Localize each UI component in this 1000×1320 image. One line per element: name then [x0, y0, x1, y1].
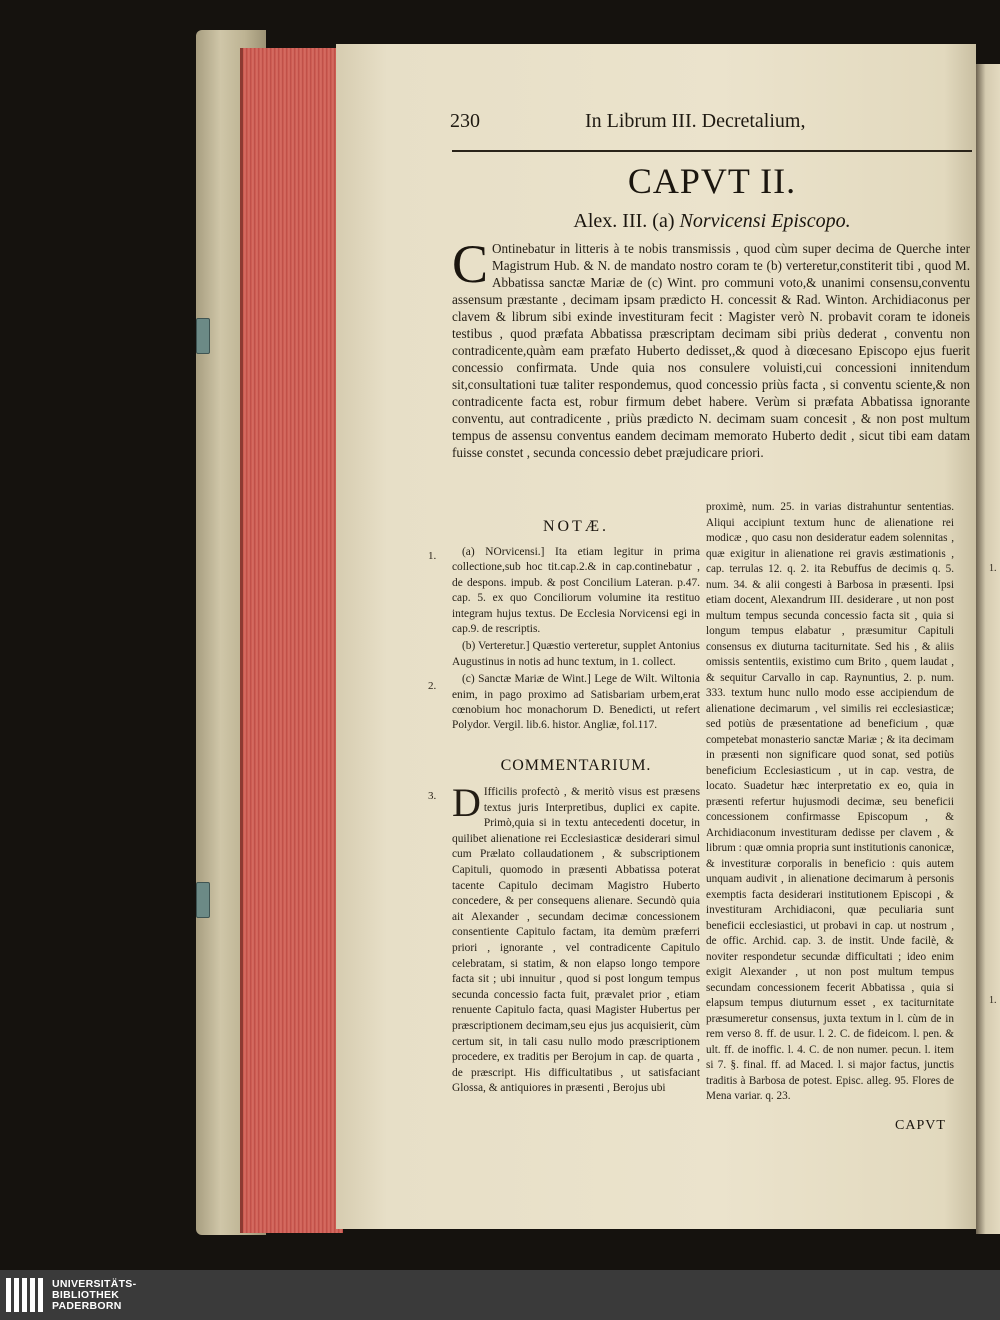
chapter-title: CAPVT II. — [627, 161, 797, 201]
commentary-left-text: Ifficilis profectò , & meritò visus est præsens textus juris Interpretibus, duplici ex capite. Primò,quia si in textu antecedenti docetur, in quilibet alienatione rei Ecclesiasticæ desiderari simul cum Prælato collaudationem , & subscriptionem Capituli, quomodo in præsenti Abbatissa poterat tacente Capitulo decimam Magistro Huberto concedere, & per consequens alienare. Secundò quia ait Alexander , secundam decimæ concessionem consentiente Capitulo factam, ita demùm præferri priori , ignorante , vel contradicente Capitulo celebratam, si statim, & non elapso longo tempore facta sit ; ubi innuitur , quod si post longum tempus secunda concessio facta fuit, prævalet prior , etiam renuente Capitulo facta, quasi Magister Hubertus per præscriptionem decimam,seu ejus jus acquisierit, cùm certum sit, in tali casu nullo modo præscriptionem procedere, ex traditis per Berojum in cap. de quarta , de præscript. His difficultatibus , ut satisfaciant Glossa, & antiquiores in præsenti , Berojus ubi — [452, 786, 700, 1095]
library-footer — [0, 1270, 1000, 1320]
logo-line-3: PADERBORN — [52, 1300, 122, 1312]
logo-line-1: UNIVERSITÄTS- — [52, 1278, 137, 1290]
commentary-drop-cap: D — [452, 780, 481, 825]
commentary-right-column: proximè, num. 25. in varias distrahuntur sententias. Aliqui accipiunt textum hunc de alienatione rei modicæ , quo casu non desideratur eadem solennitas , quæ exigitur in alienatione rei gravis æstimationis , cap. terrulas 12. q. 2. ita Rebuffus de decimis q. 5. num. 34. & alii congesti à Barbosa in præsenti. Ipsi etiam docent, Alexandrum III. desiderare , ut non post multum tempus secunda concessio facta sit , quia si longum tempus elabatur , præsumitur Capituli consensus ex diuturna taciturnitate. Sed his , & aliis omissis sententiis, existimo cum Brito , quem laudat , & sequitur Carvallo in cap. Raynuntius, 2. p. num. 333. textum hunc nullo modo esse accipiendum de alienatione decimarum , vel similis rei ecclesiasticæ; sed potiùs de præsentatione ad beneficium , quæ competebat monasterio sanctæ Mariæ ; & ita decimam in præsenti non significare quod sonat, sed potiùs beneficium Ecclesiasticum , ut in cap. vestra, de locato. Suadetur hæc interpretatio ex eo, quia in præsenti refertur hujusmodi decimæ, seu beneficii concessionem confirmasse Episcopum , & Archidiaconum investituram dedisse per clavem , & librum : quæ omnia propria sunt institutionis canonicæ, & investituræ corporalis in beneficio : quis autem unquam audivit , in alienatione decimarum à personis exemptis facta desiderari institutionem Episcopi , & investituram Archidiaconi, quæ peculiaria sunt beneficii ecclesiastici, ut probavi in cap. ut nostrum , de offic. Archid. cap. 3. de instit. Unde facilè, & noviter respondetur secundæ difficultati ; ideo enim exigit Alexander , ut non post multum tempus secundam concessionem fecerit Abbatissa , quia si elapsum tempus diuturnum esset , ex taciturnitate præsumeretur consensus, juxta textum in l. cùm de in rem verso 8. ff. de usur. l. 2. C. de fideicom. l. pen. & ult. ff. de inoffic. l. 4. C. de non numer. pecun. l. item si 7. §. final. ff. ad Maced. l. si major factus, junctis traditis à Barbosa de potest. Episc. alleg. 95. Flores de Mena variar. q. 23. — [706, 501, 954, 1102]
drop-cap: C — [452, 234, 489, 294]
header-rule — [452, 150, 972, 152]
clasp-upper — [196, 318, 210, 354]
decretal-text — [452, 234, 970, 461]
notes-column — [452, 545, 700, 736]
logo-line-2: BIBLIOTHEK — [52, 1289, 120, 1301]
facing-page-edge — [976, 64, 1000, 1234]
catchword: CAPVT — [895, 1118, 946, 1133]
rubric-addressee: Norvicensi Episcopo. — [679, 210, 851, 232]
rubric-pope: Alex. III. (a) — [573, 210, 675, 232]
margin-number: 3. — [428, 790, 437, 802]
decretal-body: Ontinebatur in litteris à te nobis transmissis , quod cùm super decima de Querche inter Magistrum Hub. & N. de mandato nostro coram te (b) verteretur,constiterit tibi , quod M. Abbatissa sanctæ Mariæ de (c) Wint. pro communi voto,& unanimi consensu,conventu assensum præstante , decimam ipsam prædicto H. concessit & Rad. Winton. Archidiaconus per clavem & librum sibi exinde investituram fecit : Magister verò N. probavit coram te idoneis testibus , quod præfata Abbatissa præscriptam decimam sibi priùs dederat , conventu non contradicente,quàm eam præfato Huberto dedisset,,& quod à diœcesano Episcopo ejus fuerit concessio confirmata. Unde quia nos consulere voluisti,cui concessioni innitendum sit,consultationi tuæ taliter respondemus, quod concessio priùs facta , si conventu sciente,& non contradicente facta est, robur firmum debet habere. Verùm si præfata Abbatissa ignorante conventu, aut contradicente , priùs prædicto N. decimam suam concesit , & non post multum tempus de assensu conventus eandem decimam memorato Huberto dedit , sicut tibi eam datam fuisse constet , secunda concessio debet præjudicare priori. — [452, 241, 970, 460]
margin-number: 2. — [428, 680, 437, 692]
running-head: In Librum III. Decretalium, — [585, 110, 806, 132]
commentarium-heading: COMMENTARIUM. — [500, 757, 652, 774]
note-b: (b) Verteretur.] Quæstio verteretur, supplet Antonius Augustinus in notis ad hunc textum, in 1. collect. — [452, 640, 700, 668]
note-c: (c) Sanctæ Mariæ de Wint.] Lege de Wilt. Wiltonia enim, in pago proximo ad Satisbariam urbem,erat cœnobium hoc monachorum D. Benedicti, ut refert Polydor. Vergil. lib.6. histor. Angliæ, fol.117. — [452, 673, 700, 732]
library-logo-text — [52, 1279, 136, 1312]
facing-margin-mark: 1. — [989, 995, 997, 1006]
clasp-lower — [196, 882, 210, 918]
page-number: 230 — [450, 110, 480, 132]
notae-heading: NOTÆ. — [542, 518, 610, 535]
page-edges — [240, 48, 343, 1233]
commentary-left-column — [452, 780, 700, 1097]
note-a: (a) NOrvicensi.] Ita etiam legitur in prima collectione,sub hoc tit.cap.2.& in cap.continebatur , de despons. impub. & post Concilium Lateran. p.47. cap. 5. ex quo Conciliorum volumine ita restituo integram hujus textus. De Ecclesia Norvicensi egi in cap.9. de rescriptis. — [452, 546, 700, 636]
library-logo-icon — [6, 1278, 46, 1312]
rubric — [452, 210, 972, 233]
facing-margin-mark: 1. — [989, 563, 997, 574]
margin-number: 1. — [428, 550, 437, 562]
